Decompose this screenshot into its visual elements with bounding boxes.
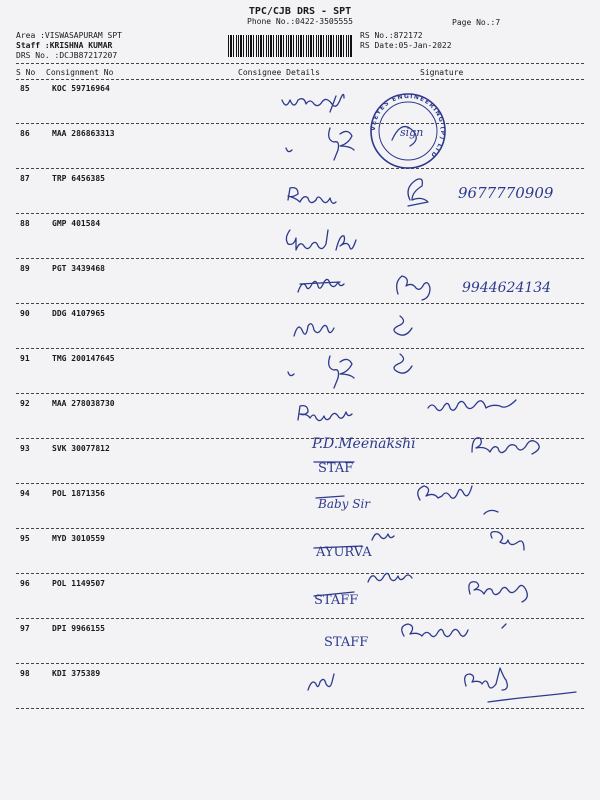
row-consignment-no: KDI 375389	[52, 669, 101, 678]
row-94-note: Baby Sir	[318, 497, 371, 511]
row-97-note: STAFF	[324, 635, 369, 650]
col-sno-header: S No	[16, 68, 36, 77]
row-consignment-no: MAA 278038730	[52, 399, 115, 408]
rs-number: RS No.:872172	[360, 31, 423, 40]
row-divider	[16, 168, 584, 169]
signature-row-96	[314, 573, 527, 608]
signature-row-92	[298, 400, 516, 421]
row-sno: 90	[20, 309, 30, 318]
row-consignment-no: MAA 286863313	[52, 129, 115, 138]
signature-row-89	[298, 276, 551, 300]
phone-number: Phone No.:0422-3505555	[247, 17, 353, 26]
row-sno: 98	[20, 669, 30, 678]
header-rule-bottom	[16, 79, 584, 80]
signature-row-93	[311, 436, 539, 476]
row-sno: 87	[20, 174, 30, 183]
row-divider	[16, 303, 584, 304]
signature-row-94	[316, 486, 498, 514]
col-consignment-header: Consignment No	[46, 68, 114, 77]
row-consignment-no: SVK 30077812	[52, 444, 110, 453]
row-sno: 92	[20, 399, 30, 408]
row-consignment-no: PGT 3439468	[52, 264, 105, 273]
row-divider	[16, 618, 584, 619]
row-sno: 96	[20, 579, 30, 588]
row-divider	[16, 483, 584, 484]
signature-row-88	[286, 230, 356, 250]
row-93-note: STAF	[318, 461, 354, 476]
area-label: Area :VISWASAPURAM SPT	[16, 31, 122, 40]
row-sno: 95	[20, 534, 30, 543]
signature-row-85	[282, 94, 344, 112]
row-consignment-no: GMP 401584	[52, 219, 101, 228]
row-sno: 85	[20, 84, 30, 93]
company-stamp	[370, 93, 446, 168]
sheet-title: TPC/CJB DRS - SPT	[248, 6, 352, 17]
row-divider	[16, 258, 584, 259]
row-divider	[16, 573, 584, 574]
row-87-phone: 9677770909	[458, 184, 554, 202]
row-sno: 93	[20, 444, 30, 453]
header-rule-top	[16, 63, 584, 64]
row-divider	[16, 663, 584, 664]
row-consignment-no: TRP 6456385	[52, 174, 105, 183]
row-divider	[16, 123, 584, 124]
row-divider	[16, 708, 584, 709]
row-93-name: P.D.Meenakshi	[312, 436, 416, 452]
signature-row-86	[286, 128, 354, 160]
row-consignment-no: POL 1871356	[52, 489, 105, 498]
barcode	[228, 35, 352, 57]
signature-row-91	[288, 354, 412, 388]
row-consignment-no: POL 1149507	[52, 579, 105, 588]
row-sno: 97	[20, 624, 30, 633]
signature-row-87	[288, 179, 554, 206]
stamp-ring-text: VEEYES ENGINEERING (P) LTD	[369, 92, 447, 160]
signature-row-97	[324, 624, 506, 650]
row-divider	[16, 213, 584, 214]
stamp-center-text: sign	[400, 126, 424, 139]
signature-row-98	[308, 668, 576, 702]
row-95-note: AYURVA	[316, 545, 372, 560]
page-number: Page No.:7	[452, 18, 501, 27]
row-divider	[16, 348, 584, 349]
row-sno: 86	[20, 129, 30, 138]
row-consignment-no: TMG 200147645	[52, 354, 115, 363]
row-divider	[16, 528, 584, 529]
row-consignment-no: DDG 4107965	[52, 309, 105, 318]
row-divider	[16, 393, 584, 394]
row-sno: 88	[20, 219, 30, 228]
drs-number: DRS No. :DCJB87217207	[16, 51, 118, 60]
row-96-note: STAFF	[314, 593, 359, 608]
col-signature-header: Signature	[420, 68, 464, 77]
col-consignee-header: Consignee Details	[238, 68, 320, 77]
row-consignment-no: MYD 3010559	[52, 534, 105, 543]
row-consignment-no: DPI 9966155	[52, 624, 105, 633]
signature-row-95	[314, 532, 524, 560]
svg-text:VEEYES ENGINEERING (P) LTD	[370, 93, 446, 159]
rs-date: RS Date:05-Jan-2022	[360, 41, 452, 50]
row-divider	[16, 438, 584, 439]
row-sno: 89	[20, 264, 30, 273]
row-89-phone: 9944624134	[462, 280, 552, 296]
row-sno: 91	[20, 354, 30, 363]
signature-row-90	[294, 316, 412, 336]
staff-label: Staff :KRISHNA KUMAR	[16, 41, 113, 50]
row-sno: 94	[20, 489, 30, 498]
row-consignment-no: KOC 59716964	[52, 84, 110, 93]
